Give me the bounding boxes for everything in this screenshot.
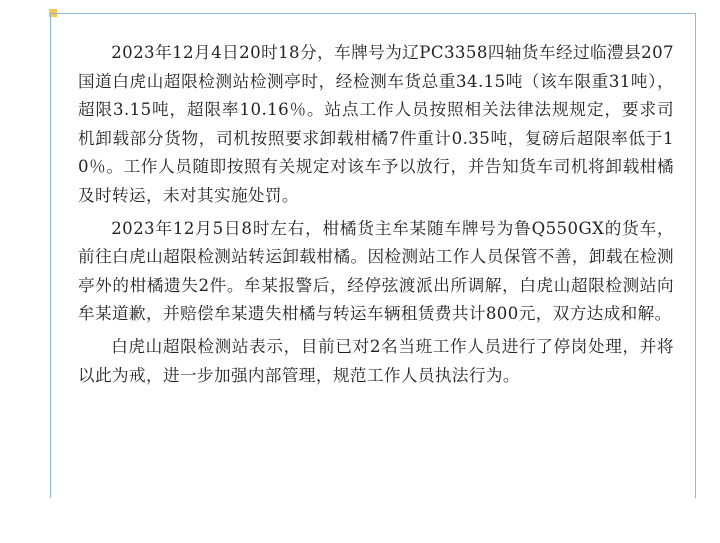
bottom-blank-band [0, 515, 720, 543]
article-body [78, 39, 674, 394]
paragraph-station-statement: 白虎山超限检测站表示，目前已对2名当班工作人员进行了停岗处理，并将以此为戒，进一步加强内部管理，规范工作人员执法行为。 [78, 336, 674, 385]
paragraph-overload-inspection: 2023年12月4日20时18分，车牌号为辽PC3358四轴货车经过临澧县207国道白虎山超限检测站检测亭时，经检测车货总重34.15吨（该车限重31吨），超限3.15吨，超限率10.16％。站点工作人员按照相关法律法规规定，要求司机卸载部分货物，司机按照要求卸载柑橘7件重计0.35吨，复磅后超限率低于10％。工作人员随即按照有关规定对该车予以放行，并告知货车司机将卸载柑橘及时转运，未对其实施处罚。 [78, 43, 674, 205]
paragraph-lost-oranges: 2023年12月5日8时左右，柑橘货主牟某随车牌号为鲁Q550GX的货车，前往白虎山超限检测站转运卸载柑橘。因检测站工作人员保管不善，卸载在检测亭外的柑橘遗失2件。牟某报警后，经停弦渡派出所调解，白虎山超限检测站向牟某道歉，并赔偿牟某遗失柑橘与转运车辆租赁费共计800元，双方达成和解。 [78, 218, 674, 324]
